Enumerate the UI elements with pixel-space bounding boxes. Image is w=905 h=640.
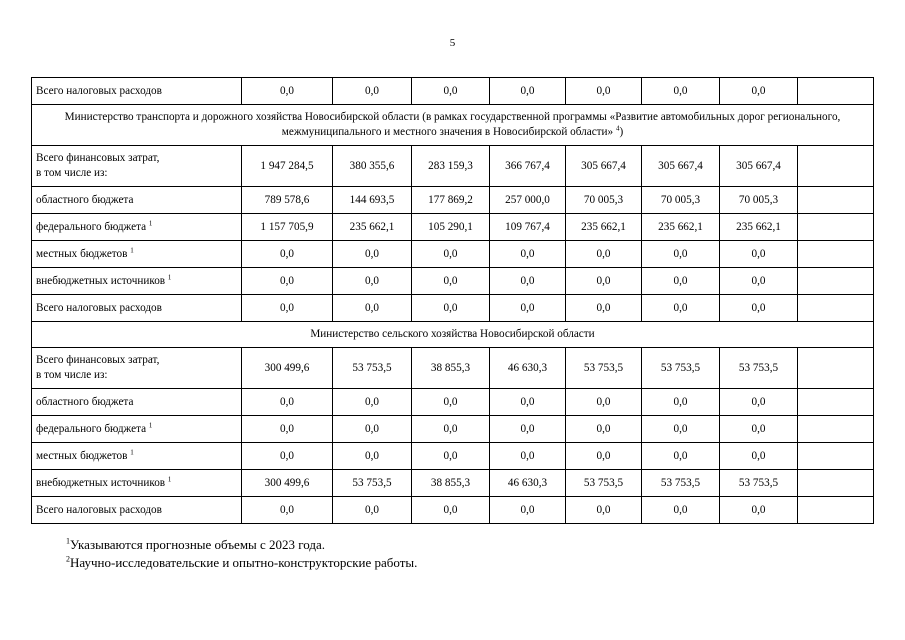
section-title: Министерство сельского хозяйства Новосибирской области: [310, 328, 595, 340]
value-cell: 46 630,3: [490, 348, 566, 389]
value-cell: 0,0: [490, 497, 566, 524]
value-cell: 0,0: [490, 295, 566, 322]
table-row: [32, 497, 874, 524]
table-row: [32, 268, 874, 295]
footnote-text: Научно-исследовательские и опытно-конструкторские работы.: [70, 555, 418, 570]
row-label-sup: 1: [167, 273, 172, 282]
value-cell: 70 005,3: [566, 187, 642, 214]
value-cell: 46 630,3: [490, 470, 566, 497]
table-row: [32, 416, 874, 443]
footnote: [66, 554, 417, 572]
value-cell: 257 000,0: [490, 187, 566, 214]
value-cell: 1 947 284,5: [242, 146, 333, 187]
value-cell: 0,0: [242, 268, 333, 295]
value-cell: 0,0: [642, 78, 720, 105]
value-cell: 53 753,5: [566, 470, 642, 497]
table-row: [32, 443, 874, 470]
value-cell: 0,0: [333, 416, 412, 443]
value-cell: 53 753,5: [333, 470, 412, 497]
value-cell: 0,0: [720, 416, 798, 443]
footnote: [66, 536, 417, 554]
table-row: [32, 78, 874, 105]
row-label: федерального бюджета: [36, 423, 147, 435]
value-cell: 53 753,5: [642, 470, 720, 497]
value-cell: 0,0: [242, 295, 333, 322]
row-label-sup: 1: [130, 448, 134, 457]
value-cell: 366 767,4: [490, 146, 566, 187]
table-row: [32, 295, 874, 322]
empty-cell: [798, 268, 874, 295]
value-cell: 0,0: [566, 78, 642, 105]
value-cell: 109 767,4: [490, 214, 566, 241]
row-label: местных бюджетов: [36, 450, 128, 462]
row-label: внебюджетных источников: [36, 275, 166, 287]
row-label: федерального бюджета: [36, 221, 147, 233]
value-cell: 53 753,5: [720, 348, 798, 389]
section-header: [32, 105, 874, 146]
row-label-sub: в том числе из:: [36, 369, 108, 381]
value-cell: 235 662,1: [333, 214, 412, 241]
value-cell: 0,0: [333, 389, 412, 416]
footnote-text: Указываются прогнозные объемы с 2023 года.: [70, 537, 326, 552]
row-label-cell: [32, 146, 242, 187]
value-cell: 0,0: [566, 497, 642, 524]
value-cell: 0,0: [566, 443, 642, 470]
section-header-row: [32, 322, 874, 348]
footnotes: [66, 536, 417, 572]
value-cell: 70 005,3: [720, 187, 798, 214]
footnote-mark: 1: [66, 536, 70, 546]
value-cell: 0,0: [642, 416, 720, 443]
value-cell: 283 159,3: [412, 146, 490, 187]
value-cell: 0,0: [242, 78, 333, 105]
table-row: [32, 241, 874, 268]
value-cell: 0,0: [242, 241, 333, 268]
value-cell: 0,0: [720, 78, 798, 105]
value-cell: 38 855,3: [412, 348, 490, 389]
value-cell: 53 753,5: [333, 348, 412, 389]
value-cell: 380 355,6: [333, 146, 412, 187]
section-title: Министерство транспорта и дорожного хозяйства Новосибирской области (в рамках государственной программы «Развитие автомобильных дорог регионального, межмуниципального и местного значения в Новосибирской области»: [64, 111, 841, 138]
value-cell: 0,0: [490, 389, 566, 416]
row-label: Всего налоговых расходов: [36, 302, 162, 314]
value-cell: 38 855,3: [412, 470, 490, 497]
row-label-cell: [32, 348, 242, 389]
value-cell: 53 753,5: [720, 470, 798, 497]
value-cell: 300 499,6: [242, 470, 333, 497]
value-cell: 177 869,2: [412, 187, 490, 214]
value-cell: 0,0: [412, 416, 490, 443]
footnote-mark: 2: [66, 554, 70, 564]
row-label-cell: [32, 443, 242, 470]
row-label-sup: 1: [130, 246, 134, 255]
value-cell: 0,0: [242, 497, 333, 524]
value-cell: 0,0: [642, 443, 720, 470]
value-cell: 0,0: [720, 241, 798, 268]
value-cell: 0,0: [566, 268, 642, 295]
value-cell: 0,0: [490, 416, 566, 443]
value-cell: 0,0: [333, 268, 412, 295]
value-cell: 144 693,5: [333, 187, 412, 214]
empty-cell: [798, 187, 874, 214]
table-row: [32, 389, 874, 416]
row-label-cell: [32, 78, 242, 105]
value-cell: 0,0: [642, 268, 720, 295]
table-row: [32, 146, 874, 187]
value-cell: 0,0: [642, 295, 720, 322]
section-title-tail: ): [619, 126, 624, 138]
row-label-cell: [32, 389, 242, 416]
row-label-cell: [32, 416, 242, 443]
value-cell: 53 753,5: [566, 348, 642, 389]
value-cell: 0,0: [333, 443, 412, 470]
value-cell: 0,0: [412, 443, 490, 470]
row-label: Всего финансовых затрат,: [36, 354, 160, 366]
value-cell: 0,0: [720, 268, 798, 295]
value-cell: 0,0: [412, 295, 490, 322]
value-cell: 305 667,4: [720, 146, 798, 187]
value-cell: 0,0: [566, 295, 642, 322]
empty-cell: [798, 470, 874, 497]
value-cell: 0,0: [412, 389, 490, 416]
empty-cell: [798, 443, 874, 470]
section-header-row: [32, 105, 874, 146]
page-number: 5: [449, 37, 456, 49]
value-cell: 53 753,5: [642, 348, 720, 389]
value-cell: 0,0: [412, 268, 490, 295]
empty-cell: [798, 348, 874, 389]
row-label: областного бюджета: [36, 396, 134, 408]
value-cell: 105 290,1: [412, 214, 490, 241]
value-cell: 0,0: [642, 497, 720, 524]
empty-cell: [798, 214, 874, 241]
row-label-cell: [32, 187, 242, 214]
value-cell: 0,0: [242, 416, 333, 443]
value-cell: 0,0: [720, 497, 798, 524]
row-label-cell: [32, 241, 242, 268]
value-cell: 0,0: [490, 241, 566, 268]
empty-cell: [798, 146, 874, 187]
value-cell: 0,0: [566, 416, 642, 443]
section-header: [32, 322, 874, 348]
value-cell: 0,0: [412, 241, 490, 268]
value-cell: 0,0: [490, 268, 566, 295]
value-cell: 0,0: [720, 443, 798, 470]
empty-cell: [798, 241, 874, 268]
table-row: [32, 214, 874, 241]
row-label: Всего налоговых расходов: [36, 504, 162, 516]
value-cell: 300 499,6: [242, 348, 333, 389]
section-title-sup: 4: [615, 124, 620, 133]
empty-cell: [798, 295, 874, 322]
row-label: внебюджетных источников: [36, 477, 166, 489]
value-cell: 0,0: [566, 241, 642, 268]
value-cell: 235 662,1: [566, 214, 642, 241]
value-cell: 0,0: [412, 78, 490, 105]
value-cell: 70 005,3: [642, 187, 720, 214]
value-cell: 305 667,4: [642, 146, 720, 187]
row-label-cell: [32, 497, 242, 524]
row-label-cell: [32, 295, 242, 322]
row-label-sub: в том числе из:: [36, 167, 108, 179]
empty-cell: [798, 497, 874, 524]
row-label-sup: 1: [148, 219, 153, 228]
value-cell: 0,0: [242, 389, 333, 416]
row-label-sup: 1: [167, 475, 172, 484]
value-cell: 235 662,1: [720, 214, 798, 241]
row-label-cell: [32, 268, 242, 295]
value-cell: 0,0: [333, 497, 412, 524]
value-cell: 0,0: [720, 389, 798, 416]
value-cell: 0,0: [490, 443, 566, 470]
value-cell: 0,0: [642, 389, 720, 416]
value-cell: 0,0: [333, 78, 412, 105]
value-cell: 0,0: [490, 78, 566, 105]
value-cell: 0,0: [242, 443, 333, 470]
value-cell: 0,0: [333, 241, 412, 268]
value-cell: 0,0: [642, 241, 720, 268]
row-label: Всего финансовых затрат,: [36, 152, 160, 164]
table-row: [32, 187, 874, 214]
value-cell: 0,0: [566, 389, 642, 416]
value-cell: 0,0: [333, 295, 412, 322]
row-label-cell: [32, 470, 242, 497]
value-cell: 0,0: [720, 295, 798, 322]
table-row: [32, 470, 874, 497]
row-label: Всего налоговых расходов: [36, 85, 162, 97]
row-label-cell: [32, 214, 242, 241]
row-label: местных бюджетов: [36, 248, 128, 260]
value-cell: 1 157 705,9: [242, 214, 333, 241]
empty-cell: [798, 78, 874, 105]
empty-cell: [798, 416, 874, 443]
table-row: [32, 348, 874, 389]
empty-cell: [798, 389, 874, 416]
value-cell: 789 578,6: [242, 187, 333, 214]
value-cell: 0,0: [412, 497, 490, 524]
financing-table: [31, 77, 874, 524]
value-cell: 305 667,4: [566, 146, 642, 187]
row-label-sup: 1: [148, 421, 153, 430]
row-label: областного бюджета: [36, 194, 134, 206]
table-body: [32, 78, 874, 524]
value-cell: 235 662,1: [642, 214, 720, 241]
